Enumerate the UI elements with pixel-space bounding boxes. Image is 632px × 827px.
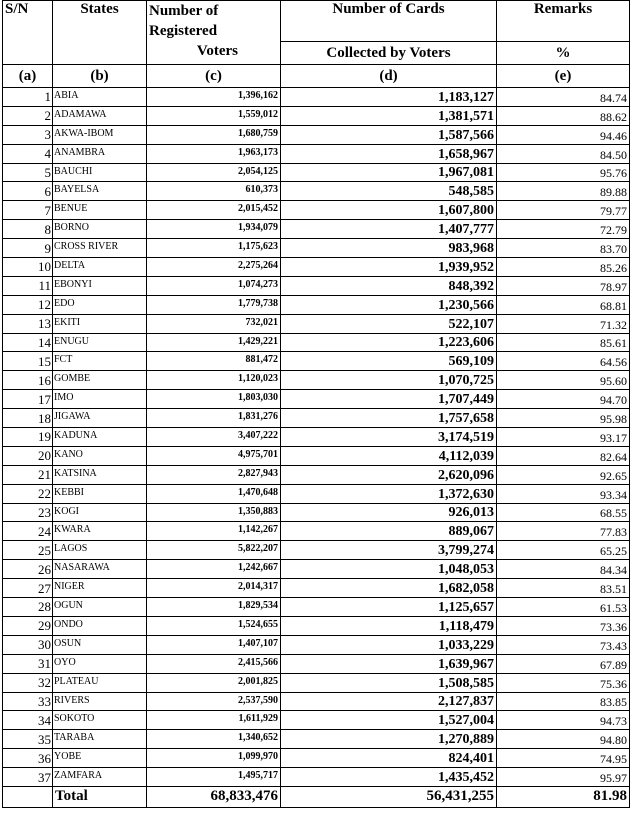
cards-cell: 889,067 <box>281 522 497 541</box>
sn-cell: 36 <box>3 749 53 768</box>
sn-cell: 33 <box>3 692 53 711</box>
cards-cell: 926,013 <box>281 503 497 522</box>
sn-cell: 37 <box>3 768 53 787</box>
cards-cell: 1,939,952 <box>281 258 497 277</box>
table-row <box>3 163 630 182</box>
sn-cell: 18 <box>3 409 53 428</box>
cards-cell: 848,392 <box>281 276 497 295</box>
percent-cell: 93.17 <box>497 428 630 447</box>
cards-cell: 1,372,630 <box>281 484 497 503</box>
table-row <box>3 295 630 314</box>
table-row <box>3 371 630 390</box>
letter-d: (d) <box>281 65 497 88</box>
percent-cell: 77.83 <box>497 522 630 541</box>
percent-cell: 84.74 <box>497 88 630 107</box>
state-cell: DELTA <box>53 258 147 277</box>
cards-cell: 1,381,571 <box>281 106 497 125</box>
cards-cell: 1,270,889 <box>281 730 497 749</box>
sn-cell: 8 <box>3 220 53 239</box>
cards-cell: 1,658,967 <box>281 144 497 163</box>
cards-cell: 1,070,725 <box>281 371 497 390</box>
registered-cell: 881,472 <box>147 352 281 371</box>
percent-cell: 85.26 <box>497 258 630 277</box>
cards-cell: 2,620,096 <box>281 465 497 484</box>
state-cell: EBONYI <box>53 276 147 295</box>
sn-cell: 26 <box>3 560 53 579</box>
sn-cell: 13 <box>3 314 53 333</box>
sn-cell: 20 <box>3 446 53 465</box>
percent-cell: 79.77 <box>497 201 630 220</box>
state-cell: KANO <box>53 446 147 465</box>
percent-cell: 71.32 <box>497 314 630 333</box>
registered-line3: Voters <box>196 43 238 59</box>
cards-cell: 1,587,566 <box>281 125 497 144</box>
registered-cell: 1,831,276 <box>147 409 281 428</box>
registered-line2: Registered <box>149 23 218 39</box>
percent-cell: 89.88 <box>497 182 630 201</box>
percent-cell: 95.76 <box>497 163 630 182</box>
state-cell: OYO <box>53 654 147 673</box>
sn-cell: 10 <box>3 258 53 277</box>
sn-cell: 21 <box>3 465 53 484</box>
cards-cell: 2,127,837 <box>281 692 497 711</box>
cards-cell: 1,757,658 <box>281 409 497 428</box>
table-row <box>3 768 630 787</box>
state-cell: RIVERS <box>53 692 147 711</box>
cards-cell: 1,707,449 <box>281 390 497 409</box>
state-cell: KATSINA <box>53 465 147 484</box>
percent-cell: 82.64 <box>497 446 630 465</box>
state-cell: NIGER <box>53 579 147 598</box>
percent-cell: 67.89 <box>497 654 630 673</box>
registered-line1: Number of <box>149 3 219 19</box>
table-row <box>3 673 630 692</box>
registered-cell: 2,827,943 <box>147 465 281 484</box>
cards-cell: 1,223,606 <box>281 333 497 352</box>
sn-cell: 11 <box>3 276 53 295</box>
table-row <box>3 333 630 352</box>
state-cell: KWARA <box>53 522 147 541</box>
cards-cell: 1,607,800 <box>281 201 497 220</box>
registered-cell: 3,407,222 <box>147 428 281 447</box>
table-row <box>3 201 630 220</box>
registered-cell: 1,680,759 <box>147 125 281 144</box>
cards-cell: 548,585 <box>281 182 497 201</box>
table-row <box>3 258 630 277</box>
sn-cell: 32 <box>3 673 53 692</box>
registered-cell: 2,015,452 <box>147 201 281 220</box>
registered-cell: 1,350,883 <box>147 503 281 522</box>
cards-cell: 3,799,274 <box>281 541 497 560</box>
sn-cell: 35 <box>3 730 53 749</box>
registered-cell: 1,779,738 <box>147 295 281 314</box>
sn-cell: 25 <box>3 541 53 560</box>
registered-cell: 1,242,667 <box>147 560 281 579</box>
percent-cell: 83.85 <box>497 692 630 711</box>
registered-cell: 4,975,701 <box>147 446 281 465</box>
registered-cell: 2,054,125 <box>147 163 281 182</box>
sn-cell: 17 <box>3 390 53 409</box>
percent-cell: 73.43 <box>497 635 630 654</box>
cards-subheader: Collected by Voters <box>281 42 497 65</box>
state-cell: TARABA <box>53 730 147 749</box>
table-row <box>3 579 630 598</box>
sn-cell: 22 <box>3 484 53 503</box>
cards-cell: 1,125,657 <box>281 598 497 617</box>
registered-cell: 2,275,264 <box>147 258 281 277</box>
table-row <box>3 616 630 635</box>
percent-cell: 84.50 <box>497 144 630 163</box>
percent-subheader: % <box>497 42 630 65</box>
total-percent: 81.98 <box>497 786 630 807</box>
table-row <box>3 692 630 711</box>
table-row <box>3 711 630 730</box>
cards-cell: 522,107 <box>281 314 497 333</box>
table-row <box>3 654 630 673</box>
state-cell: AKWA-IBOM <box>53 125 147 144</box>
registered-cell: 610,373 <box>147 182 281 201</box>
sn-cell: 15 <box>3 352 53 371</box>
state-cell: IMO <box>53 390 147 409</box>
percent-cell: 85.61 <box>497 333 630 352</box>
letter-c: (c) <box>147 65 281 88</box>
table-row <box>3 598 630 617</box>
cards-cell: 824,401 <box>281 749 497 768</box>
percent-cell: 78.97 <box>497 276 630 295</box>
table-row <box>3 239 630 258</box>
percent-cell: 88.62 <box>497 106 630 125</box>
state-cell: OSUN <box>53 635 147 654</box>
sn-header: S/N <box>3 1 53 65</box>
sn-cell: 16 <box>3 371 53 390</box>
cards-cell: 1,033,229 <box>281 635 497 654</box>
percent-cell: 68.81 <box>497 295 630 314</box>
table-row <box>3 409 630 428</box>
state-cell: YOBE <box>53 749 147 768</box>
registered-cell: 1,963,173 <box>147 144 281 163</box>
table-row <box>3 390 630 409</box>
registered-cell: 1,829,534 <box>147 598 281 617</box>
state-cell: GOMBE <box>53 371 147 390</box>
registered-cell: 1,340,652 <box>147 730 281 749</box>
state-cell: EDO <box>53 295 147 314</box>
registered-cell: 1,559,012 <box>147 106 281 125</box>
percent-cell: 64.56 <box>497 352 630 371</box>
sn-cell: 23 <box>3 503 53 522</box>
sn-cell: 9 <box>3 239 53 258</box>
state-cell: SOKOTO <box>53 711 147 730</box>
registered-voters-header <box>147 1 281 65</box>
state-cell: BAYELSA <box>53 182 147 201</box>
sn-cell: 28 <box>3 598 53 617</box>
registered-cell: 1,407,107 <box>147 635 281 654</box>
sn-cell: 4 <box>3 144 53 163</box>
registered-cell: 1,074,273 <box>147 276 281 295</box>
table-row <box>3 484 630 503</box>
table-row <box>3 503 630 522</box>
table-row <box>3 522 630 541</box>
registered-cell: 1,495,717 <box>147 768 281 787</box>
cards-cell: 1,435,452 <box>281 768 497 787</box>
registered-cell: 5,822,207 <box>147 541 281 560</box>
cards-header: Number of Cards <box>281 1 497 42</box>
percent-cell: 94.73 <box>497 711 630 730</box>
sn-cell: 2 <box>3 106 53 125</box>
total-sn <box>3 786 53 807</box>
cards-cell: 4,112,039 <box>281 446 497 465</box>
sn-cell: 31 <box>3 654 53 673</box>
percent-cell: 84.34 <box>497 560 630 579</box>
sn-cell: 29 <box>3 616 53 635</box>
sn-cell: 30 <box>3 635 53 654</box>
cards-cell: 983,968 <box>281 239 497 258</box>
sn-cell: 6 <box>3 182 53 201</box>
table-row <box>3 428 630 447</box>
sn-cell: 12 <box>3 295 53 314</box>
sn-cell: 27 <box>3 579 53 598</box>
registered-cell: 1,524,655 <box>147 616 281 635</box>
states-header: States <box>53 1 147 65</box>
state-cell: BORNO <box>53 220 147 239</box>
state-cell: PLATEAU <box>53 673 147 692</box>
cards-cell: 569,109 <box>281 352 497 371</box>
registered-cell: 1,429,221 <box>147 333 281 352</box>
registered-cell: 1,175,623 <box>147 239 281 258</box>
table-row <box>3 88 630 107</box>
sn-cell: 19 <box>3 428 53 447</box>
cards-cell: 1,183,127 <box>281 88 497 107</box>
table-row <box>3 314 630 333</box>
registered-cell: 1,934,079 <box>147 220 281 239</box>
state-cell: OGUN <box>53 598 147 617</box>
state-cell: ADAMAWA <box>53 106 147 125</box>
table-row <box>3 749 630 768</box>
percent-cell: 93.34 <box>497 484 630 503</box>
sn-cell: 34 <box>3 711 53 730</box>
table-row <box>3 465 630 484</box>
registered-cell: 2,001,825 <box>147 673 281 692</box>
state-cell: BAUCHI <box>53 163 147 182</box>
percent-cell: 92.65 <box>497 465 630 484</box>
percent-cell: 94.70 <box>497 390 630 409</box>
registered-cell: 1,142,267 <box>147 522 281 541</box>
cards-cell: 1,407,777 <box>281 220 497 239</box>
registered-cell: 732,021 <box>147 314 281 333</box>
cards-cell: 1,527,004 <box>281 711 497 730</box>
registered-cell: 2,537,590 <box>147 692 281 711</box>
percent-cell: 83.51 <box>497 579 630 598</box>
registered-cell: 1,611,929 <box>147 711 281 730</box>
state-cell: KEBBI <box>53 484 147 503</box>
letter-a: (a) <box>3 65 53 88</box>
percent-cell: 94.80 <box>497 730 630 749</box>
table-row <box>3 220 630 239</box>
registered-cell: 2,014,317 <box>147 579 281 598</box>
total-row <box>3 786 630 807</box>
cards-cell: 1,508,585 <box>281 673 497 692</box>
state-rows <box>3 88 630 787</box>
table-row <box>3 560 630 579</box>
percent-cell: 83.70 <box>497 239 630 258</box>
table-row <box>3 730 630 749</box>
state-cell: FCT <box>53 352 147 371</box>
registered-cell: 1,099,970 <box>147 749 281 768</box>
table-row <box>3 144 630 163</box>
percent-cell: 65.25 <box>497 541 630 560</box>
sn-cell: 7 <box>3 201 53 220</box>
registered-cell: 1,803,030 <box>147 390 281 409</box>
state-cell: JIGAWA <box>53 409 147 428</box>
state-cell: LAGOS <box>53 541 147 560</box>
state-cell: ABIA <box>53 88 147 107</box>
table-row <box>3 352 630 371</box>
table-row <box>3 635 630 654</box>
registered-cell: 1,470,648 <box>147 484 281 503</box>
percent-cell: 75.36 <box>497 673 630 692</box>
letter-b: (b) <box>53 65 147 88</box>
percent-cell: 94.46 <box>497 125 630 144</box>
sn-cell: 24 <box>3 522 53 541</box>
cards-cell: 1,048,053 <box>281 560 497 579</box>
state-cell: ZAMFARA <box>53 768 147 787</box>
registered-cell: 1,120,023 <box>147 371 281 390</box>
percent-cell: 61.53 <box>497 598 630 617</box>
percent-cell: 72.79 <box>497 220 630 239</box>
percent-cell: 95.60 <box>497 371 630 390</box>
cards-cell: 1,639,967 <box>281 654 497 673</box>
cards-cell: 1,230,566 <box>281 295 497 314</box>
sn-cell: 14 <box>3 333 53 352</box>
registered-cell: 2,415,566 <box>147 654 281 673</box>
state-cell: ENUGU <box>53 333 147 352</box>
state-cell: CROSS RIVER <box>53 239 147 258</box>
table-row <box>3 106 630 125</box>
sn-cell: 5 <box>3 163 53 182</box>
percent-cell: 68.55 <box>497 503 630 522</box>
state-cell: ANAMBRA <box>53 144 147 163</box>
percent-cell: 95.97 <box>497 768 630 787</box>
registered-cell: 1,396,162 <box>147 88 281 107</box>
remarks-header: Remarks <box>497 1 630 42</box>
total-registered: 68,833,476 <box>147 786 281 807</box>
sn-cell: 1 <box>3 88 53 107</box>
voter-card-table <box>2 0 630 808</box>
table-row <box>3 541 630 560</box>
state-cell: NASARAWA <box>53 560 147 579</box>
table-row <box>3 182 630 201</box>
state-cell: KADUNA <box>53 428 147 447</box>
state-cell: BENUE <box>53 201 147 220</box>
cards-cell: 1,118,479 <box>281 616 497 635</box>
state-cell: ONDO <box>53 616 147 635</box>
letter-e: (e) <box>497 65 630 88</box>
cards-cell: 1,682,058 <box>281 579 497 598</box>
total-label: Total <box>53 786 147 807</box>
cards-cell: 1,967,081 <box>281 163 497 182</box>
table-row <box>3 125 630 144</box>
percent-cell: 74.95 <box>497 749 630 768</box>
table-row <box>3 446 630 465</box>
total-cards: 56,431,255 <box>281 786 497 807</box>
percent-cell: 95.98 <box>497 409 630 428</box>
sn-cell: 3 <box>3 125 53 144</box>
state-cell: KOGI <box>53 503 147 522</box>
cards-cell: 3,174,519 <box>281 428 497 447</box>
state-cell: EKITI <box>53 314 147 333</box>
percent-cell: 73.36 <box>497 616 630 635</box>
table-row <box>3 276 630 295</box>
